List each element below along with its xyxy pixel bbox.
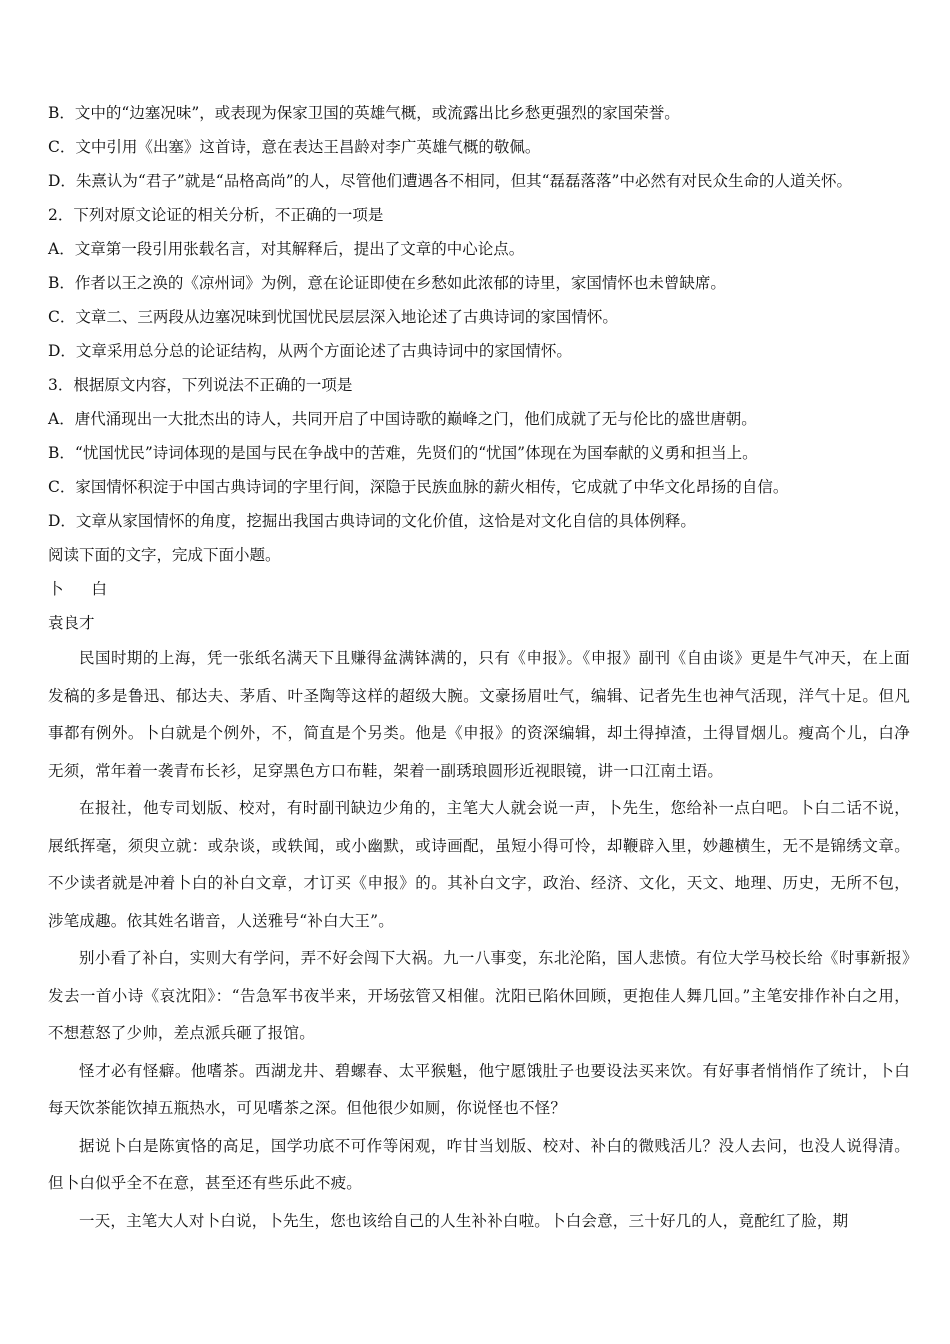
- q1-option-b: B．文中的“边塞况味”，或表现为保家卫国的英雄气概，或流露出比乡愁更强烈的家国荣誉。: [48, 104, 680, 122]
- story-title: 卜白: [48, 580, 136, 598]
- q2-stem: 2．下列对原文论证的相关分析，不正确的一项是: [48, 206, 384, 224]
- story-paragraph: 据说卜白是陈寅恪的高足，国学功底不可作等闲观，咋甘当划版、校对、补白的微贱活儿？没人去问，也没人说得清。但卜白似乎全不在意，甚至还有些乐此不疲。: [48, 1136, 910, 1192]
- q3-stem: 3．根据原文内容，下列说法不正确的一项是: [48, 376, 353, 394]
- q2-option-a: A．文章第一段引用张载名言，对其解释后，提出了文章的中心论点。: [48, 240, 525, 258]
- story-author: 袁良才: [48, 614, 95, 632]
- q3-option-c: C．家国情怀积淀于中国古典诗词的字里行间，深隐于民族血脉的薪火相传，它成就了中华文化昂扬的自信。: [48, 478, 789, 496]
- q2-option-d: D．文章采用总分总的论证结构，从两个方面论述了古典诗词中的家国情怀。: [48, 342, 572, 360]
- story-paragraph: 民国时期的上海，凭一张纸名满天下且赚得盆满钵满的，只有《申报》。《申报》副刊《自由谈》更是牛气冲天，在上面发稿的多是鲁迅、郁达夫、茅盾、叶圣陶等这样的超级大腕。文豪扬眉吐气，编辑、记者先生也神气活现，洋气十足。但凡事都有例外。卜白就是个例外，不，简直是个另类。他是《申报》的资深编辑，却土得掉渣，土得冒烟儿。瘦高个儿，白净无须，常年着一袭青布长衫，足穿黑色方口布鞋，架着一副琇琅圆形近视眼镜，讲一口江南土语。: [48, 649, 910, 780]
- story-paragraph: 一天，主笔大人对卜白说，卜先生，您也该给自己的人生补补白啦。卜白会意，三十好几的人，竟酡红了脸，期: [79, 1211, 849, 1230]
- q1-option-c: C．文中引用《出塞》这首诗，意在表达王昌龄对李广英雄气概的敬佩。: [48, 138, 541, 156]
- story-paragraph: 在报社，他专司划版、校对，有时副刊缺边少角的，主笔大人就会说一声，卜先生，您给补一点白吧。卜白二话不说，展纸挥毫，须臾立就：或杂谈，或轶闻，或小幽默，或诗画配，虽短小得可怜，却鞭辟入里，妙趣横生，无不是锦绣文章。不少读者就是冲着卜白的补白文章，才订买《申报》的。其补白文字，政治、经济、文化，天文、地理、历史，无所不包，涉笔成趣。依其姓名谐音，人送雅号“补白大王”。: [48, 799, 910, 930]
- q3-option-d: D．文章从家国情怀的角度，挖掘出我国古典诗词的文化价值，这恰是对文化自信的具体例释。: [48, 512, 696, 530]
- story-paragraph: 别小看了补白，实则大有学问，弄不好会闯下大祸。九一八事变，东北沦陷，国人悲愤。有位大学马校长给《时事新报》发去一首小诗《哀沈阳》：“告急军书夜半来，开场弦管又相催。沈阳已陷休回顾，更抱佳人舞几回。”主笔安排作补白之用，不想惹怒了少帅，差点派兵砸了报馆。: [48, 949, 910, 1042]
- q2-option-b: B．作者以王之涣的《凉州词》为例，意在论证即使在乡愁如此浓郁的诗里，家国情怀也未曾缺席。: [48, 274, 726, 292]
- reading-instruction: 阅读下面的文字，完成下面小题。: [48, 546, 281, 564]
- q3-option-b: B．“忧国忧民”诗词体现的是国与民在争战中的苦难，先贤们的“忧国”体现在为国奉献的义勇和担当上。: [48, 444, 758, 462]
- q1-option-d: D．朱熹认为“君子”就是“品格高尚”的人，尽管他们遭遇各不相同，但其“磊磊落落”中必然有对民众生命的人道关怀。: [48, 172, 852, 190]
- exam-page: [48, 96, 910, 1240]
- story-paragraph: 怪才必有怪癖。他嗜茶。西湖龙井、碧螺春、太平猴魁，他宁愿饿肚子也要设法买来饮。有好事者悄悄作了统计，卜白每天饮茶能饮掉五瓶热水，可见嗜茶之深。但他很少如厕，你说怪也不怪？: [48, 1061, 910, 1117]
- q3-option-a: A．唐代涌现出一大批杰出的诗人，共同开启了中国诗歌的巅峰之门，他们成就了无与伦比的盛世唐朝。: [48, 410, 757, 428]
- q2-option-c: C．文章二、三两段从边塞况味到忧国忧民层层深入地论述了古典诗词的家国情怀。: [48, 308, 618, 326]
